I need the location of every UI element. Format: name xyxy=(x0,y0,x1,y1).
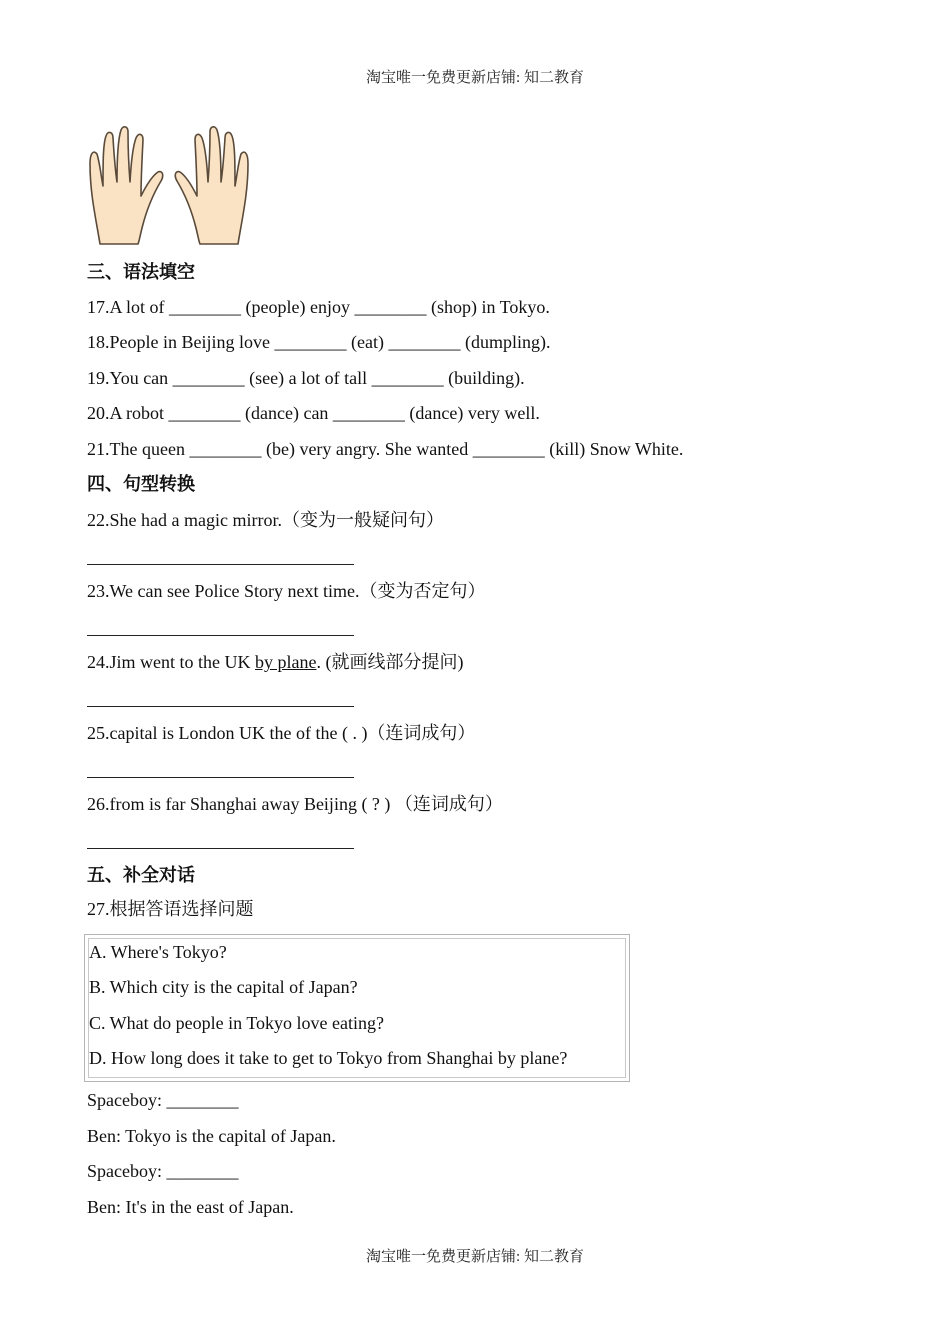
question-19: 19.You can ________ (see) a lot of tall ________ (building). xyxy=(87,368,525,388)
answer-line-22 xyxy=(87,564,354,565)
options-box xyxy=(84,934,630,1082)
question-24-prefix: 24.Jim went to the UK xyxy=(87,652,255,672)
right-hand-icon xyxy=(175,127,248,244)
question-17: 17.A lot of ________ (people) enjoy ________ (shop) in Tokyo. xyxy=(87,297,550,317)
question-22: 22.She had a magic mirror.（变为一般疑问句） xyxy=(87,510,444,530)
left-hand-icon xyxy=(90,127,163,244)
option-b: B. Which city is the capital of Japan? xyxy=(89,977,358,997)
hands-image xyxy=(86,124,252,246)
question-21: 21.The queen ________ (be) very angry. She wanted ________ (kill) Snow White. xyxy=(87,439,684,459)
dialogue-line-4: Ben: It's in the east of Japan. xyxy=(87,1197,294,1217)
section-heading-dialogue: 五、补全对话 xyxy=(87,865,195,885)
question-23: 23.We can see Police Story next time.（变为否定句） xyxy=(87,581,486,601)
question-18: 18.People in Beijing love ________ (eat) ________ (dumpling). xyxy=(87,332,551,352)
question-24-suffix: . (就画线部分提问) xyxy=(316,652,464,672)
answer-line-24 xyxy=(87,706,354,707)
question-20: 20.A robot ________ (dance) can ________ (dance) very well. xyxy=(87,403,540,423)
option-a: A. Where's Tokyo? xyxy=(89,942,227,962)
dialogue-line-3: Spaceboy: ________ xyxy=(87,1161,239,1181)
answer-line-23 xyxy=(87,635,354,636)
question-24 xyxy=(87,651,463,673)
question-26: 26.from is far Shanghai away Beijing ( ? ) （连词成句） xyxy=(87,794,503,814)
question-25: 25.capital is London UK the of the ( . )（连词成句） xyxy=(87,723,476,743)
section-heading-transform: 四、句型转换 xyxy=(87,474,195,494)
page-footer: 淘宝唯一免费更新店铺: 知二教育 xyxy=(366,1249,584,1265)
question-27-prompt: 27.根据答语选择问题 xyxy=(87,899,254,919)
underlined-phrase: by plane xyxy=(255,652,317,672)
answer-line-25 xyxy=(87,777,354,778)
page-header: 淘宝唯一免费更新店铺: 知二教育 xyxy=(366,70,584,86)
section-heading-grammar: 三、语法填空 xyxy=(87,262,195,282)
option-d: D. How long does it take to get to Tokyo from Shanghai by plane? xyxy=(89,1048,568,1068)
dialogue-line-1: Spaceboy: ________ xyxy=(87,1090,239,1110)
answer-line-26 xyxy=(87,848,354,849)
dialogue-line-2: Ben: Tokyo is the capital of Japan. xyxy=(87,1126,336,1146)
option-c: C. What do people in Tokyo love eating? xyxy=(89,1013,385,1033)
